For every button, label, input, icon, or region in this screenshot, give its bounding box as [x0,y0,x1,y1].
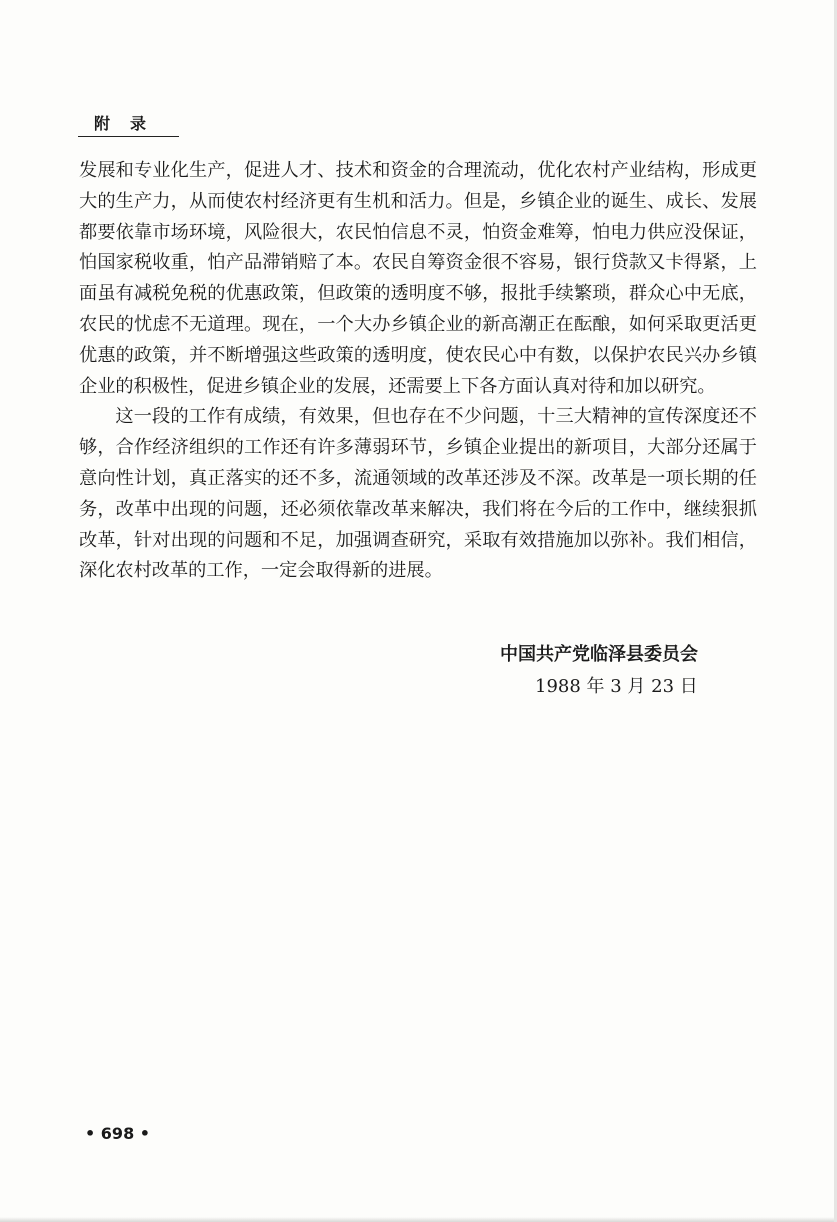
header-underline [78,136,179,137]
signature-organization: 中国共产党临泽县委员会 [500,644,698,665]
body-text [79,156,757,587]
section-label: 附 录 [94,114,149,133]
paragraph-2: 这一段的工作有成绩，有效果，但也存在不少问题，十三大精神的宣传深度还不够，合作经济组织的工作还有许多薄弱环节，乡镇企业提出的新项目，大部分还属于意向性计划，真正落实的还不多，流通领域的改革还涉及不深。改革是一项长期的任务，改革中出现的问题，还必须依靠改革来解决，我们将在今后的工作中，继续狠抓改革，针对出现的问题和不足，加强调查研究，采取有效措施加以弥补。我们相信，深化农村改革的工作，一定会取得新的进展。 [79,406,757,582]
section-header [78,111,178,134]
page-number: • 698 • [85,1124,150,1143]
paragraph-1: 发展和专业化生产，促进人才、技术和资金的合理流动，优化农村产业结构，形成更大的生产力，从而使农村经济更有生机和活力。但是，乡镇企业的诞生、成长、发展都要依靠市场环境，风险很大，农民怕信息不灵，怕资金难筹，怕电力供应没保证，怕国家税收重，怕产品滞销赔了本。农民自筹资金很不容易，银行贷款又卡得紧，上面虽有减税免税的优惠政策，但政策的透明度不够，报批手续繁琐，群众心中无底，农民的忧虑不无道理。现在，一个大办乡镇企业的新高潮正在酝酿，如何采取更活更优惠的政策，并不断增强这些政策的透明度，使农民心中有数，以保护农民兴办乡镇企业的积极性，促进乡镇企业的发展，还需要上下各方面认真对待和加以研究。 [79,160,757,397]
signature-date: 1988 年 3 月 23 日 [535,676,698,697]
page-bottom-edge [0,1217,837,1222]
